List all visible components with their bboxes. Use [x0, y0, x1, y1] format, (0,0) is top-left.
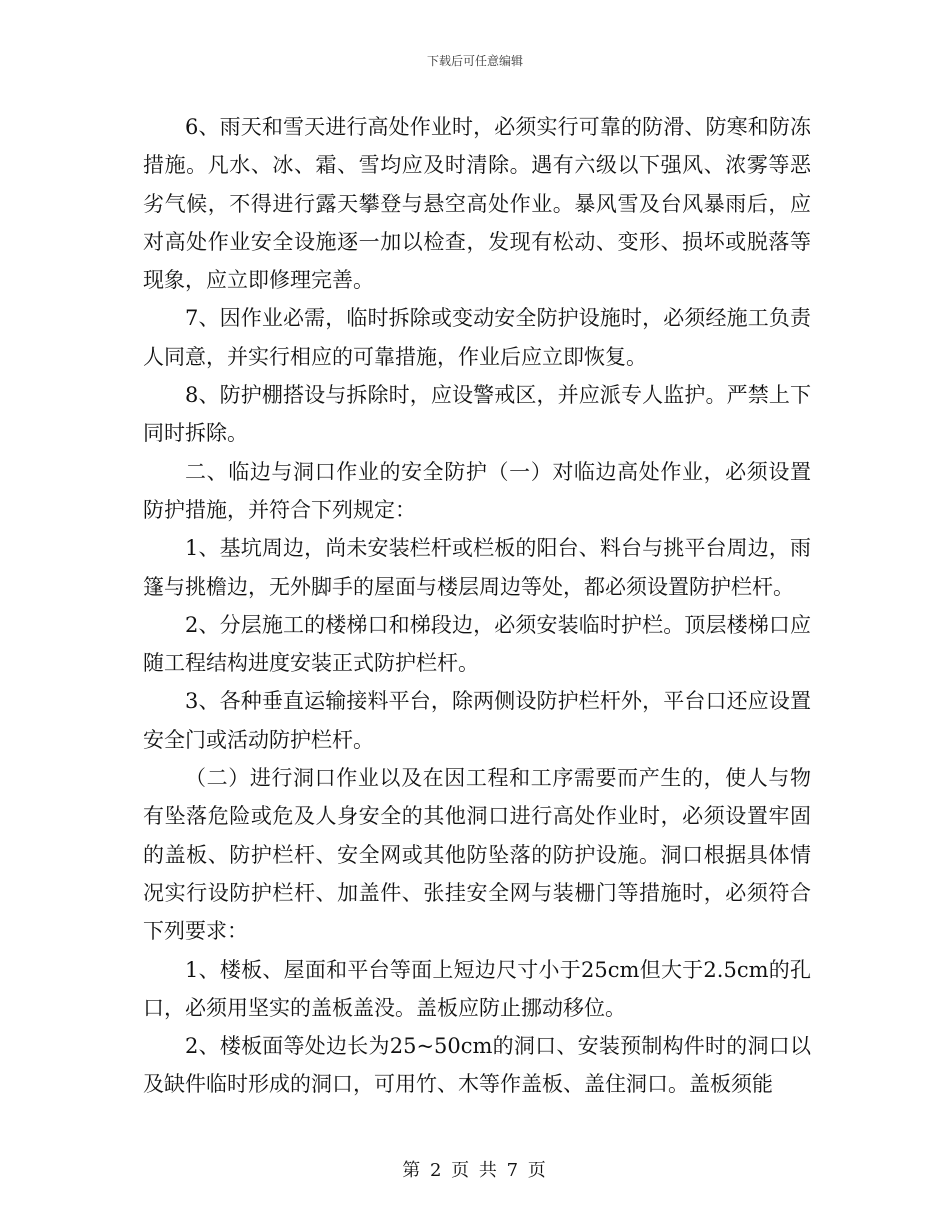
paragraph: 2、楼板面等处边长为25~50cm的洞口、安装预制构件时的洞口以及缺件临时形成的洞口，可用竹、木等作盖板、盖住洞口。盖板须能 — [143, 1034, 811, 1097]
paragraph: 8、防护棚搭设与拆除时，应设警戒区，并应派专人监护。严禁上下同时拆除。 — [143, 383, 811, 446]
page-number: 第 2 页 共 7 页 — [402, 1160, 548, 1181]
paragraph: 1、基坑周边，尚未安装栏杆或栏板的阳台、料台与挑平台周边，雨篷与挑檐边，无外脚手的屋面与楼层周边等处，都必须设置防护栏杆。 — [143, 536, 811, 599]
paragraph: 1、楼板、屋面和平台等面上短边尺寸小于25cm但大于2.5cm的孔口，必须用坚实的盖板盖没。盖板应防止挪动移位。 — [143, 957, 811, 1020]
document-body — [143, 108, 811, 1104]
paragraph: 7、因作业必需，临时拆除或变动安全防护设施时，必须经施工负责人同意，并实行相应的可靠措施，作业后应立即恢复。 — [143, 306, 811, 369]
paragraph: 6、雨天和雪天进行高处作业时，必须实行可靠的防滑、防寒和防冻措施。凡水、冰、霜、雪均应及时清除。遇有六级以下强风、浓雾等恶劣气候，不得进行露天攀登与悬空高处作业。暴风雪及台风暴雨后，应对高处作业安全设施逐一加以检查，发现有松动、变形、损坏或脱落等现象，应立即修理完善。 — [143, 115, 811, 293]
paragraph: 二、临边与洞口作业的安全防护（一）对临边高处作业，必须设置防护措施，并符合下列规定： — [143, 459, 811, 522]
paragraph: （二）进行洞口作业以及在因工程和工序需要而产生的，使人与物有坠落危险或危及人身安全的其他洞口进行高处作业时，必须设置牢固的盖板、防护栏杆、安全网或其他防坠落的防护设施。洞口根据具体情况实行设防护栏杆、加盖件、张挂安全网与装栅门等措施时，必须符合下列要求： — [143, 766, 811, 944]
paragraph: 2、分层施工的楼梯口和梯段边，必须安装临时护栏。顶层楼梯口应随工程结构进度安装正式防护栏杆。 — [143, 612, 811, 676]
paragraph: 3、各种垂直运输接料平台，除两侧设防护栏杆外，平台口还应设置安全门或活动防护栏杆。 — [143, 689, 811, 752]
page-header: 下载后可任意编辑 — [426, 54, 523, 68]
